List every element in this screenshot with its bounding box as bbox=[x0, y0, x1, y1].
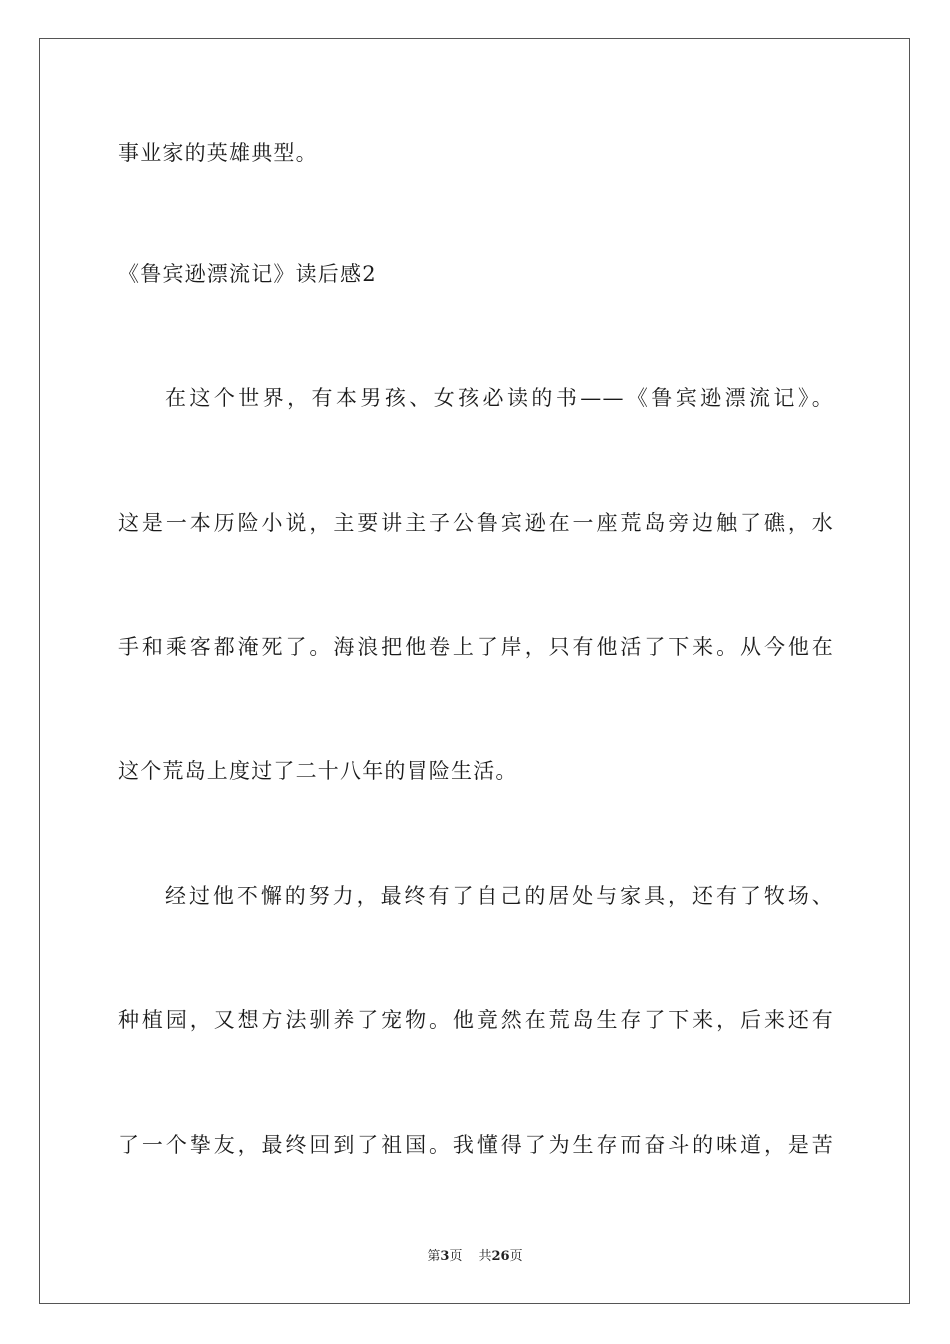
text-line-7: 经过他不懈的努力，最终有了自己的居处与家具，还有了牧场、 bbox=[165, 884, 834, 908]
text-line-5: 手和乘客都淹死了。海浪把他卷上了岸，只有他活了下来。从今他在 bbox=[118, 635, 834, 659]
page-border bbox=[39, 38, 910, 1304]
text-line-4: 这是一本历险小说，主要讲主子公鲁宾逊在一座荒岛旁边触了礁，水 bbox=[118, 511, 834, 535]
section-heading: 《鲁宾逊漂流记》读后感2 bbox=[118, 262, 377, 286]
text-line-3: 在这个世界，有本男孩、女孩必读的书——《鲁宾逊漂流记》。 bbox=[165, 386, 834, 410]
page-prefix: 第 bbox=[427, 1249, 441, 1264]
text-line-6: 这个荒岛上度过了二十八年的冒险生活。 bbox=[118, 759, 518, 783]
total-suffix: 页 bbox=[509, 1249, 523, 1264]
text-line-8: 种植园，又想方法驯养了宠物。他竟然在荒岛生存了下来，后来还有 bbox=[118, 1008, 834, 1032]
total-prefix: 共 bbox=[478, 1249, 492, 1264]
page-number: 3 bbox=[440, 1249, 450, 1264]
text-line-9: 了一个挚友，最终回到了祖国。我懂得了为生存而奋斗的味道，是苦 bbox=[118, 1133, 834, 1157]
page-footer bbox=[0, 1248, 950, 1266]
total-pages: 26 bbox=[491, 1249, 510, 1264]
page-suffix: 页 bbox=[449, 1249, 463, 1264]
text-line-1: 事业家的英雄典型。 bbox=[118, 141, 318, 165]
